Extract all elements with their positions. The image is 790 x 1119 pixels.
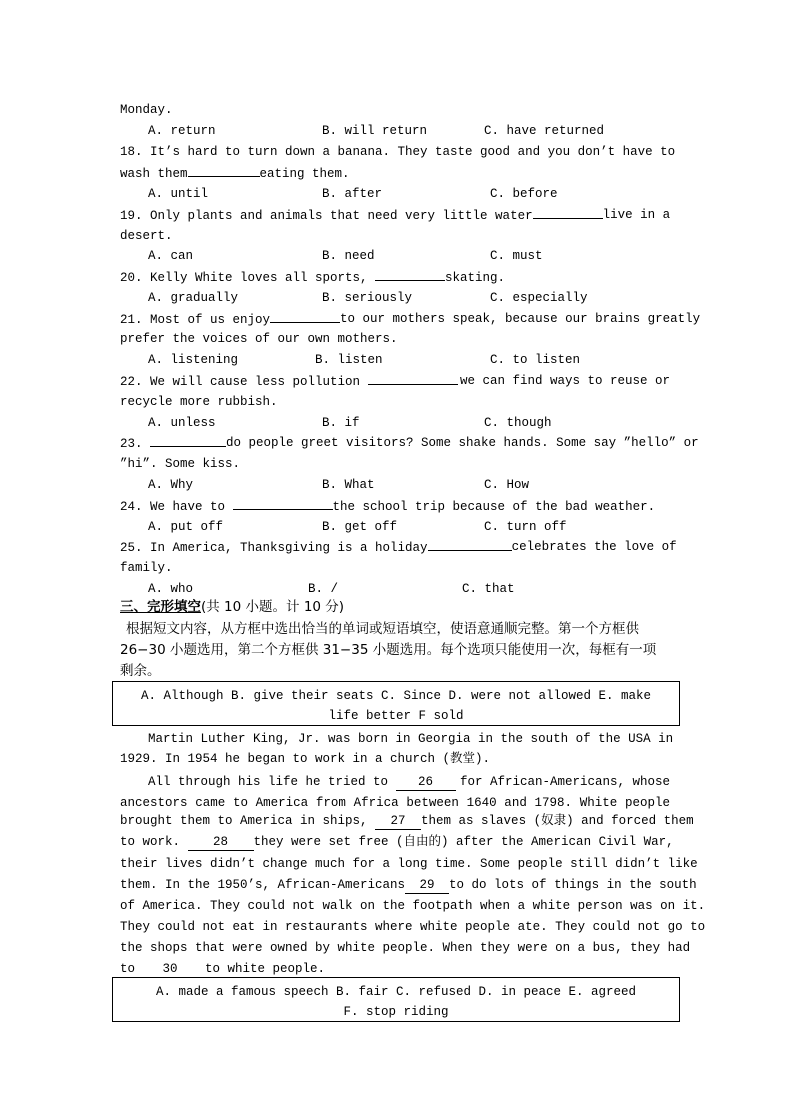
word-box-2-row1: A. made a famous speech B. fair C. refused D. in peace E. agreed <box>155 985 637 999</box>
q19-line2: desert. <box>120 229 173 243</box>
passage-text: for African-Americans, whose <box>459 775 670 789</box>
q19-option-b[interactable]: B. need <box>322 249 375 263</box>
passage-p2-line3 <box>120 813 694 830</box>
passage-text: them as slaves (奴隶) and forced them <box>421 814 694 828</box>
q23-option-b[interactable]: B. What <box>322 478 375 492</box>
passage-text: to work. <box>120 835 188 849</box>
blank-28: 28 <box>188 834 254 851</box>
q20-option-a[interactable]: A. gradually <box>148 291 239 305</box>
passage-p2-line8: They could not eat in restaurants where white people ate. They could not go to <box>120 920 706 934</box>
q17-option-b[interactable]: B. will return <box>322 124 428 138</box>
q20-blank <box>375 269 445 281</box>
passage-p2-line9: the shops that were owned by white people. When they were on a bus, they had <box>120 941 691 955</box>
passage-text: to white people. <box>205 962 326 976</box>
q19-text-b: live in a <box>602 208 671 222</box>
passage-p2-line7: of America. They could not walk on the footpath when a white person was on it. <box>120 899 706 913</box>
q21-option-b[interactable]: B. listen <box>315 353 383 367</box>
q20-text-a: 20. Kelly White loves all sports, <box>120 271 376 285</box>
q24-text-b: the school trip because of the bad weather. <box>332 500 656 514</box>
passage-text: All through his life he tried to <box>148 775 396 789</box>
q18-option-b[interactable]: B. after <box>322 187 383 201</box>
passage-text: brought them to America in ships, <box>120 814 376 828</box>
q18-line2 <box>120 165 670 182</box>
q25-text-a: 25. In America, Thanksgiving is a holiday <box>120 541 428 555</box>
instructions-line2: 26−30 小题选用，第二个方框供 31−35 小题选用。每个选项只能使用一次，每框有一项 <box>120 642 657 658</box>
q23-blank <box>150 435 226 447</box>
q23-line1 <box>120 435 699 452</box>
passage-p2-line4 <box>120 834 674 851</box>
q18-line1: 18. It’s hard to turn down a banana. They taste good and you don’t have to <box>120 145 676 159</box>
q19-text-a: 19. Only plants and animals that need very little water <box>120 209 533 223</box>
q24-option-b[interactable]: B. get off <box>322 520 398 534</box>
q19-blank <box>533 207 603 219</box>
q23-text-a: 23. <box>120 437 151 451</box>
q18-text-a: wash them <box>120 167 188 181</box>
q18-option-c[interactable]: C. before <box>490 187 558 201</box>
q24-option-c[interactable]: C. turn off <box>484 520 567 534</box>
blank-27: 27 <box>375 813 421 830</box>
q25-option-a[interactable]: A. who <box>148 582 194 596</box>
q21-option-a[interactable]: A. listening <box>148 353 239 367</box>
q22-option-b[interactable]: B. if <box>322 416 360 430</box>
q23-text-b: do people greet visitors? Some shake hands. Some say ”hello” or <box>226 436 699 450</box>
q21-line1 <box>120 311 701 328</box>
blank-26: 26 <box>396 774 456 791</box>
section-title: 三、完形填空 <box>120 599 201 615</box>
q20-option-b[interactable]: B. seriously <box>322 291 413 305</box>
q22-text-b: we can find ways to reuse or <box>459 374 670 388</box>
q22-option-a[interactable]: A. unless <box>148 416 216 430</box>
q25-blank <box>428 539 512 551</box>
word-box-2-row2: F. stop riding <box>343 1005 449 1019</box>
q22-text-a: 22. We will cause less pollution <box>120 375 368 389</box>
q22-option-c[interactable]: C. though <box>484 416 552 430</box>
q22-blank <box>368 373 458 385</box>
section-note: (共 10 小题。计 10 分) <box>201 599 345 615</box>
word-box-1 <box>112 681 680 726</box>
q25-line2: family. <box>120 561 173 575</box>
q23-option-c[interactable]: C. How <box>484 478 530 492</box>
q20-text-b: skating. <box>445 271 506 285</box>
q21-text-b: to our mothers speak, because our brains greatly <box>340 312 701 326</box>
q17-tail: Monday. <box>120 103 173 117</box>
q17-option-c[interactable]: C. have returned <box>484 124 605 138</box>
q24-option-a[interactable]: A. put off <box>148 520 224 534</box>
passage-text: to do lots of things in the south <box>449 878 697 892</box>
q24-text-a: 24. We have to <box>120 500 233 514</box>
q24-line1 <box>120 498 670 515</box>
q20-line1 <box>120 269 670 286</box>
q22-line1 <box>120 373 670 390</box>
passage-p1-line2: 1929. In 1954 he began to work in a church (教堂). <box>120 752 491 766</box>
q25-text-b: celebrates the love of <box>511 540 677 554</box>
q23-line2: ”hi”. Some kiss. <box>120 457 241 471</box>
q23-option-a[interactable]: A. Why <box>148 478 194 492</box>
word-box-1-row1: A. Although B. give their seats C. Since D. were not allowed E. make <box>140 689 652 703</box>
q20-option-c[interactable]: C. especially <box>490 291 588 305</box>
passage-text: to <box>120 962 136 976</box>
q25-line1 <box>120 539 677 556</box>
section-heading <box>120 598 344 616</box>
passage-p2-line10 <box>120 961 670 978</box>
passage-p2-line5: their lives didn’t change much for a long time. Some people still didn’t like <box>120 857 698 871</box>
passage-p1-line1: Martin Luther King, Jr. was born in Georgia in the south of the USA in <box>148 732 674 746</box>
q18-text-b: eating them. <box>259 167 350 181</box>
passage-text: they were set free (自由的) after the American Civil War, <box>253 835 674 849</box>
word-box-2 <box>112 977 680 1022</box>
q21-option-c[interactable]: C. to listen <box>490 353 581 367</box>
q24-blank <box>233 498 333 510</box>
blank-29: 29 <box>405 877 449 894</box>
q21-blank <box>270 311 340 323</box>
q19-option-a[interactable]: A. can <box>148 249 194 263</box>
blank-30: 30 <box>135 961 205 978</box>
instructions-line3: 剩余。 <box>120 663 161 679</box>
q21-line2: prefer the voices of our own mothers. <box>120 332 398 346</box>
passage-p2-line2: ancestors came to America from Africa between 1640 and 1798. White people <box>120 796 670 810</box>
q18-blank <box>188 165 260 177</box>
passage-p2-line1 <box>148 774 670 791</box>
q19-line1 <box>120 207 670 224</box>
q21-text-a: 21. Most of us enjoy <box>120 313 271 327</box>
word-box-1-row2: life better F sold <box>328 709 464 723</box>
q17-option-a[interactable]: A. return <box>148 124 216 138</box>
q25-option-b[interactable]: B. / <box>308 582 339 596</box>
q18-option-a[interactable]: A. until <box>148 187 209 201</box>
passage-p2-line6 <box>120 877 697 894</box>
q19-option-c[interactable]: C. must <box>490 249 543 263</box>
q22-line2: recycle more rubbish. <box>120 395 278 409</box>
passage-text: them. In the 1950’s, African-Americans <box>120 878 406 892</box>
q25-option-c[interactable]: C. that <box>462 582 515 596</box>
instructions-line1: 根据短文内容，从方框中选出恰当的单词或短语填空，使语意通顺完整。第一个方框供 <box>126 621 639 637</box>
